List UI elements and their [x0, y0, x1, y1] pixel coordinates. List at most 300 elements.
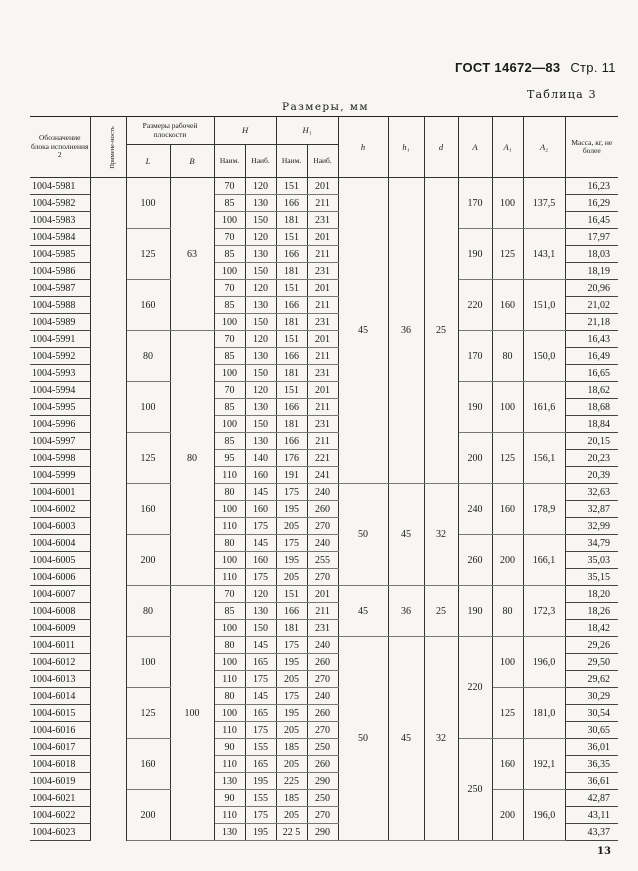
page-reference: Стр. 11 — [570, 60, 616, 75]
H-min-cell: 85 — [214, 246, 245, 263]
L-cell: 200 — [126, 535, 170, 586]
mass-cell: 32,63 — [565, 484, 618, 501]
mass-cell: 42,87 — [565, 790, 618, 807]
designation-cell: 1004-5981 — [30, 178, 90, 195]
table-row — [30, 178, 618, 195]
H1-min-cell: 166 — [276, 246, 307, 263]
A-cell: 200 — [458, 433, 492, 484]
H-max-cell: 130 — [245, 399, 276, 416]
A-cell: 190 — [458, 382, 492, 433]
H-max-cell: 145 — [245, 535, 276, 552]
H-max-cell: 175 — [245, 569, 276, 586]
H1-min-cell: 205 — [276, 807, 307, 824]
H1-max-cell: 211 — [307, 195, 338, 212]
designation-cell: 1004-6005 — [30, 552, 90, 569]
H1-min-cell: 195 — [276, 654, 307, 671]
mass-cell: 30,29 — [565, 688, 618, 705]
H-min-cell: 85 — [214, 399, 245, 416]
H-min-cell: 95 — [214, 450, 245, 467]
H1-max-cell: 260 — [307, 705, 338, 722]
H-max-cell: 120 — [245, 229, 276, 246]
mass-cell: 36,01 — [565, 739, 618, 756]
A-cell: 190 — [458, 586, 492, 637]
designation-cell: 1004-6013 — [30, 671, 90, 688]
H-min-cell: 100 — [214, 365, 245, 382]
header-H1-min: Наим. — [276, 145, 307, 178]
header-d: d — [424, 117, 458, 178]
H1-max-cell: 260 — [307, 756, 338, 773]
B-cell: 63 — [170, 178, 214, 331]
header-L: L — [126, 145, 170, 178]
L-cell: 80 — [126, 331, 170, 382]
h-cell: 45 — [338, 178, 388, 484]
designation-cell: 1004-5982 — [30, 195, 90, 212]
mass-cell: 16,49 — [565, 348, 618, 365]
h1-cell: 36 — [388, 586, 424, 637]
H1-min-cell: 205 — [276, 756, 307, 773]
H1-max-cell: 211 — [307, 297, 338, 314]
designation-cell: 1004-5986 — [30, 263, 90, 280]
H-max-cell: 175 — [245, 671, 276, 688]
H-max-cell: 160 — [245, 501, 276, 518]
designation-cell: 1004-5985 — [30, 246, 90, 263]
A2-cell: 151,0 — [523, 280, 565, 331]
designation-cell: 1004-6015 — [30, 705, 90, 722]
A1-cell: 80 — [492, 586, 523, 637]
designation-cell: 1004-5996 — [30, 416, 90, 433]
H-min-cell: 100 — [214, 212, 245, 229]
H-min-cell: 130 — [214, 773, 245, 790]
A2-cell: 137,5 — [523, 178, 565, 229]
H1-min-cell: 175 — [276, 637, 307, 654]
designation-cell: 1004-6007 — [30, 586, 90, 603]
H-min-cell: 70 — [214, 586, 245, 603]
d-cell: 32 — [424, 637, 458, 841]
H-max-cell: 130 — [245, 195, 276, 212]
H-max-cell: 195 — [245, 773, 276, 790]
H-min-cell: 85 — [214, 348, 245, 365]
designation-cell: 1004-6017 — [30, 739, 90, 756]
H-max-cell: 155 — [245, 790, 276, 807]
H1-min-cell: 181 — [276, 416, 307, 433]
designation-cell: 1004-5998 — [30, 450, 90, 467]
H1-min-cell: 195 — [276, 705, 307, 722]
designation-cell: 1004-5995 — [30, 399, 90, 416]
A2-cell: 161,6 — [523, 382, 565, 433]
mass-cell: 35,15 — [565, 569, 618, 586]
header-A1: A₁ — [492, 117, 523, 178]
mass-cell: 18,26 — [565, 603, 618, 620]
mass-cell: 21,18 — [565, 314, 618, 331]
designation-cell: 1004-6022 — [30, 807, 90, 824]
H1-max-cell: 260 — [307, 654, 338, 671]
h1-cell: 45 — [388, 637, 424, 841]
A1-cell: 125 — [492, 229, 523, 280]
H1-max-cell: 201 — [307, 280, 338, 297]
h-cell: 45 — [338, 586, 388, 637]
H1-max-cell: 231 — [307, 263, 338, 280]
d-cell: 25 — [424, 586, 458, 637]
H-min-cell: 110 — [214, 569, 245, 586]
H1-min-cell: 151 — [276, 280, 307, 297]
table-body — [30, 178, 618, 841]
designation-cell: 1004-5987 — [30, 280, 90, 297]
mass-cell: 18,42 — [565, 620, 618, 637]
header-A: A — [458, 117, 492, 178]
h-cell: 50 — [338, 484, 388, 586]
H-min-cell: 100 — [214, 654, 245, 671]
A-cell: 240 — [458, 484, 492, 535]
A-cell: 170 — [458, 178, 492, 229]
mass-cell: 36,35 — [565, 756, 618, 773]
H1-min-cell: 185 — [276, 790, 307, 807]
mass-cell: 17,97 — [565, 229, 618, 246]
standard-number: ГОСТ 14672—83 — [455, 60, 561, 75]
H-min-cell: 100 — [214, 263, 245, 280]
H-max-cell: 145 — [245, 637, 276, 654]
H-min-cell: 85 — [214, 297, 245, 314]
mass-cell: 18,19 — [565, 263, 618, 280]
A2-cell: 150,0 — [523, 331, 565, 382]
header-H: H — [214, 117, 276, 145]
H-min-cell: 110 — [214, 671, 245, 688]
A1-cell: 160 — [492, 484, 523, 535]
header-h: h — [338, 117, 388, 178]
h1-cell: 45 — [388, 484, 424, 586]
d-cell: 32 — [424, 484, 458, 586]
page-number: 13 — [597, 846, 611, 857]
H-max-cell: 165 — [245, 654, 276, 671]
H-min-cell: 100 — [214, 620, 245, 637]
designation-cell: 1004-6023 — [30, 824, 90, 841]
H1-min-cell: 166 — [276, 297, 307, 314]
H1-max-cell: 211 — [307, 246, 338, 263]
H1-min-cell: 181 — [276, 365, 307, 382]
L-cell: 100 — [126, 382, 170, 433]
H-max-cell: 175 — [245, 807, 276, 824]
A-cell: 220 — [458, 280, 492, 331]
H-max-cell: 130 — [245, 603, 276, 620]
L-cell: 125 — [126, 688, 170, 739]
mass-cell: 20,39 — [565, 467, 618, 484]
H1-min-cell: 181 — [276, 314, 307, 331]
H-max-cell: 150 — [245, 314, 276, 331]
mass-cell: 36,61 — [565, 773, 618, 790]
header-h1: h₁ — [388, 117, 424, 178]
sizes-label: Размеры, мм — [282, 101, 369, 113]
A1-cell: 80 — [492, 331, 523, 382]
H-min-cell: 110 — [214, 467, 245, 484]
H1-max-cell: 270 — [307, 569, 338, 586]
H-min-cell: 100 — [214, 416, 245, 433]
mass-cell: 16,45 — [565, 212, 618, 229]
H1-min-cell: 181 — [276, 263, 307, 280]
designation-cell: 1004-6011 — [30, 637, 90, 654]
H1-min-cell: 175 — [276, 535, 307, 552]
H-min-cell: 80 — [214, 535, 245, 552]
H1-min-cell: 175 — [276, 484, 307, 501]
H1-min-cell: 151 — [276, 382, 307, 399]
mass-cell: 29,26 — [565, 637, 618, 654]
header-H-min: Наим. — [214, 145, 245, 178]
H-max-cell: 175 — [245, 518, 276, 535]
mass-cell: 43,11 — [565, 807, 618, 824]
H-max-cell: 140 — [245, 450, 276, 467]
H-max-cell: 165 — [245, 705, 276, 722]
H1-min-cell: 151 — [276, 178, 307, 195]
mass-cell: 18,68 — [565, 399, 618, 416]
H1-max-cell: 211 — [307, 603, 338, 620]
H-min-cell: 90 — [214, 739, 245, 756]
H-max-cell: 195 — [245, 824, 276, 841]
L-cell: 160 — [126, 280, 170, 331]
A2-cell: 196,0 — [523, 790, 565, 841]
L-cell: 160 — [126, 484, 170, 535]
mass-cell: 18,62 — [565, 382, 618, 399]
A1-cell: 125 — [492, 688, 523, 739]
H1-max-cell: 255 — [307, 552, 338, 569]
mass-cell: 18,03 — [565, 246, 618, 263]
H-min-cell: 70 — [214, 280, 245, 297]
L-cell: 160 — [126, 739, 170, 790]
H1-min-cell: 151 — [276, 229, 307, 246]
H1-max-cell: 250 — [307, 790, 338, 807]
H-min-cell: 100 — [214, 501, 245, 518]
H-max-cell: 130 — [245, 433, 276, 450]
H1-max-cell: 240 — [307, 535, 338, 552]
mass-cell: 20,23 — [565, 450, 618, 467]
designation-cell: 1004-6004 — [30, 535, 90, 552]
mass-cell: 18,20 — [565, 586, 618, 603]
header-A2: A₂ — [523, 117, 565, 178]
H1-min-cell: 195 — [276, 501, 307, 518]
H-max-cell: 150 — [245, 416, 276, 433]
H-max-cell: 160 — [245, 467, 276, 484]
H-max-cell: 155 — [245, 739, 276, 756]
H1-min-cell: 205 — [276, 671, 307, 688]
H1-max-cell: 290 — [307, 773, 338, 790]
H-max-cell: 165 — [245, 756, 276, 773]
H1-min-cell: 151 — [276, 331, 307, 348]
h1-cell: 36 — [388, 178, 424, 484]
A2-cell: 143,1 — [523, 229, 565, 280]
mass-cell: 18,84 — [565, 416, 618, 433]
designation-cell: 1004-6008 — [30, 603, 90, 620]
designation-cell: 1004-5994 — [30, 382, 90, 399]
table-label: Таблица 3 — [527, 88, 597, 101]
designation-cell: 1004-6006 — [30, 569, 90, 586]
mass-cell: 16,29 — [565, 195, 618, 212]
H1-max-cell: 240 — [307, 637, 338, 654]
A2-cell: 172,3 — [523, 586, 565, 637]
H-max-cell: 150 — [245, 263, 276, 280]
A-cell: 220 — [458, 637, 492, 739]
H-min-cell: 110 — [214, 518, 245, 535]
designation-cell: 1004-5989 — [30, 314, 90, 331]
designation-cell: 1004-5991 — [30, 331, 90, 348]
H-min-cell: 85 — [214, 433, 245, 450]
designation-cell: 1004-6018 — [30, 756, 90, 773]
designation-cell: 1004-5983 — [30, 212, 90, 229]
H1-max-cell: 221 — [307, 450, 338, 467]
header-H1: H₁ — [276, 117, 338, 145]
A2-cell: 166,1 — [523, 535, 565, 586]
mass-cell: 34,79 — [565, 535, 618, 552]
H1-min-cell: 225 — [276, 773, 307, 790]
H1-min-cell: 22 5 — [276, 824, 307, 841]
H-max-cell: 130 — [245, 348, 276, 365]
designation-cell: 1004-6021 — [30, 790, 90, 807]
designation-cell: 1004-5997 — [30, 433, 90, 450]
H-min-cell: 100 — [214, 705, 245, 722]
B-cell: 100 — [170, 586, 214, 841]
designation-cell: 1004-6001 — [30, 484, 90, 501]
A-cell: 170 — [458, 331, 492, 382]
H1-min-cell: 191 — [276, 467, 307, 484]
H1-max-cell: 270 — [307, 807, 338, 824]
mass-cell: 30,54 — [565, 705, 618, 722]
H1-min-cell: 185 — [276, 739, 307, 756]
L-cell: 125 — [126, 433, 170, 484]
header-application: Примене-ность — [90, 117, 126, 178]
A2-cell: 178,9 — [523, 484, 565, 535]
mass-cell: 16,43 — [565, 331, 618, 348]
header-H-max: Наиб. — [245, 145, 276, 178]
A1-cell: 200 — [492, 790, 523, 841]
H1-max-cell: 241 — [307, 467, 338, 484]
header-work-surface: Размеры рабочей плоскости — [126, 117, 214, 145]
designation-cell: 1004-5999 — [30, 467, 90, 484]
designation-cell: 1004-5992 — [30, 348, 90, 365]
A2-cell: 156,1 — [523, 433, 565, 484]
H-max-cell: 120 — [245, 331, 276, 348]
H-min-cell: 110 — [214, 756, 245, 773]
B-cell: 80 — [170, 331, 214, 586]
L-cell: 100 — [126, 178, 170, 229]
d-cell: 25 — [424, 178, 458, 484]
designation-cell: 1004-5984 — [30, 229, 90, 246]
H-max-cell: 145 — [245, 484, 276, 501]
H1-max-cell: 231 — [307, 365, 338, 382]
H-max-cell: 150 — [245, 212, 276, 229]
H-max-cell: 150 — [245, 620, 276, 637]
A-cell: 250 — [458, 739, 492, 841]
A2-cell: 192,1 — [523, 739, 565, 790]
H1-min-cell: 175 — [276, 688, 307, 705]
H-max-cell: 120 — [245, 382, 276, 399]
H1-max-cell: 201 — [307, 229, 338, 246]
designation-cell: 1004-6014 — [30, 688, 90, 705]
designation-cell: 1004-6009 — [30, 620, 90, 637]
H1-min-cell: 181 — [276, 620, 307, 637]
H-min-cell: 90 — [214, 790, 245, 807]
dimensions-table — [30, 116, 618, 841]
H-max-cell: 130 — [245, 246, 276, 263]
H-max-cell: 175 — [245, 722, 276, 739]
H-min-cell: 70 — [214, 229, 245, 246]
H-max-cell: 130 — [245, 297, 276, 314]
H1-max-cell: 231 — [307, 620, 338, 637]
H1-max-cell: 250 — [307, 739, 338, 756]
L-cell: 200 — [126, 790, 170, 841]
mass-cell: 30,65 — [565, 722, 618, 739]
designation-cell: 1004-5988 — [30, 297, 90, 314]
H1-min-cell: 166 — [276, 603, 307, 620]
H1-max-cell: 260 — [307, 501, 338, 518]
designation-cell: 1004-5993 — [30, 365, 90, 382]
mass-cell: 20,15 — [565, 433, 618, 450]
A1-cell: 100 — [492, 637, 523, 688]
H1-max-cell: 240 — [307, 484, 338, 501]
mass-cell: 32,87 — [565, 501, 618, 518]
H1-max-cell: 290 — [307, 824, 338, 841]
H1-max-cell: 211 — [307, 348, 338, 365]
header-designation: Обозначение блока исполнения 2 — [30, 117, 90, 178]
H1-max-cell: 270 — [307, 518, 338, 535]
mass-cell: 35,03 — [565, 552, 618, 569]
mass-cell: 20,96 — [565, 280, 618, 297]
L-cell: 100 — [126, 637, 170, 688]
H1-max-cell: 270 — [307, 671, 338, 688]
A1-cell: 200 — [492, 535, 523, 586]
A-cell: 190 — [458, 229, 492, 280]
designation-cell: 1004-6016 — [30, 722, 90, 739]
H-min-cell: 70 — [214, 331, 245, 348]
H-max-cell: 160 — [245, 552, 276, 569]
H-min-cell: 85 — [214, 195, 245, 212]
designation-cell: 1004-6012 — [30, 654, 90, 671]
H-min-cell: 130 — [214, 824, 245, 841]
A2-cell: 181,0 — [523, 688, 565, 739]
H-min-cell: 100 — [214, 552, 245, 569]
H1-min-cell: 166 — [276, 399, 307, 416]
L-cell: 125 — [126, 229, 170, 280]
h-cell: 50 — [338, 637, 388, 841]
H1-min-cell: 205 — [276, 518, 307, 535]
H1-max-cell: 231 — [307, 416, 338, 433]
H-min-cell: 70 — [214, 178, 245, 195]
H1-max-cell: 201 — [307, 178, 338, 195]
A1-cell: 160 — [492, 280, 523, 331]
H1-max-cell: 270 — [307, 722, 338, 739]
header-mass: Масса, кг, не более — [565, 117, 618, 178]
A1-cell: 125 — [492, 433, 523, 484]
H-min-cell: 110 — [214, 807, 245, 824]
H-max-cell: 150 — [245, 365, 276, 382]
mass-cell: 29,62 — [565, 671, 618, 688]
H1-min-cell: 195 — [276, 552, 307, 569]
A1-cell: 100 — [492, 382, 523, 433]
H1-min-cell: 205 — [276, 569, 307, 586]
H1-min-cell: 181 — [276, 212, 307, 229]
H1-min-cell: 205 — [276, 722, 307, 739]
H-min-cell: 80 — [214, 688, 245, 705]
H-min-cell: 100 — [214, 314, 245, 331]
H1-max-cell: 211 — [307, 399, 338, 416]
H1-max-cell: 231 — [307, 314, 338, 331]
H-min-cell: 110 — [214, 722, 245, 739]
mass-cell: 32,99 — [565, 518, 618, 535]
mass-cell: 29,50 — [565, 654, 618, 671]
A1-cell: 100 — [492, 178, 523, 229]
mass-cell: 43,37 — [565, 824, 618, 841]
H1-max-cell: 201 — [307, 586, 338, 603]
H1-min-cell: 166 — [276, 433, 307, 450]
designation-cell: 1004-6002 — [30, 501, 90, 518]
H1-max-cell: 211 — [307, 433, 338, 450]
H-max-cell: 120 — [245, 586, 276, 603]
mass-cell: 16,23 — [565, 178, 618, 195]
